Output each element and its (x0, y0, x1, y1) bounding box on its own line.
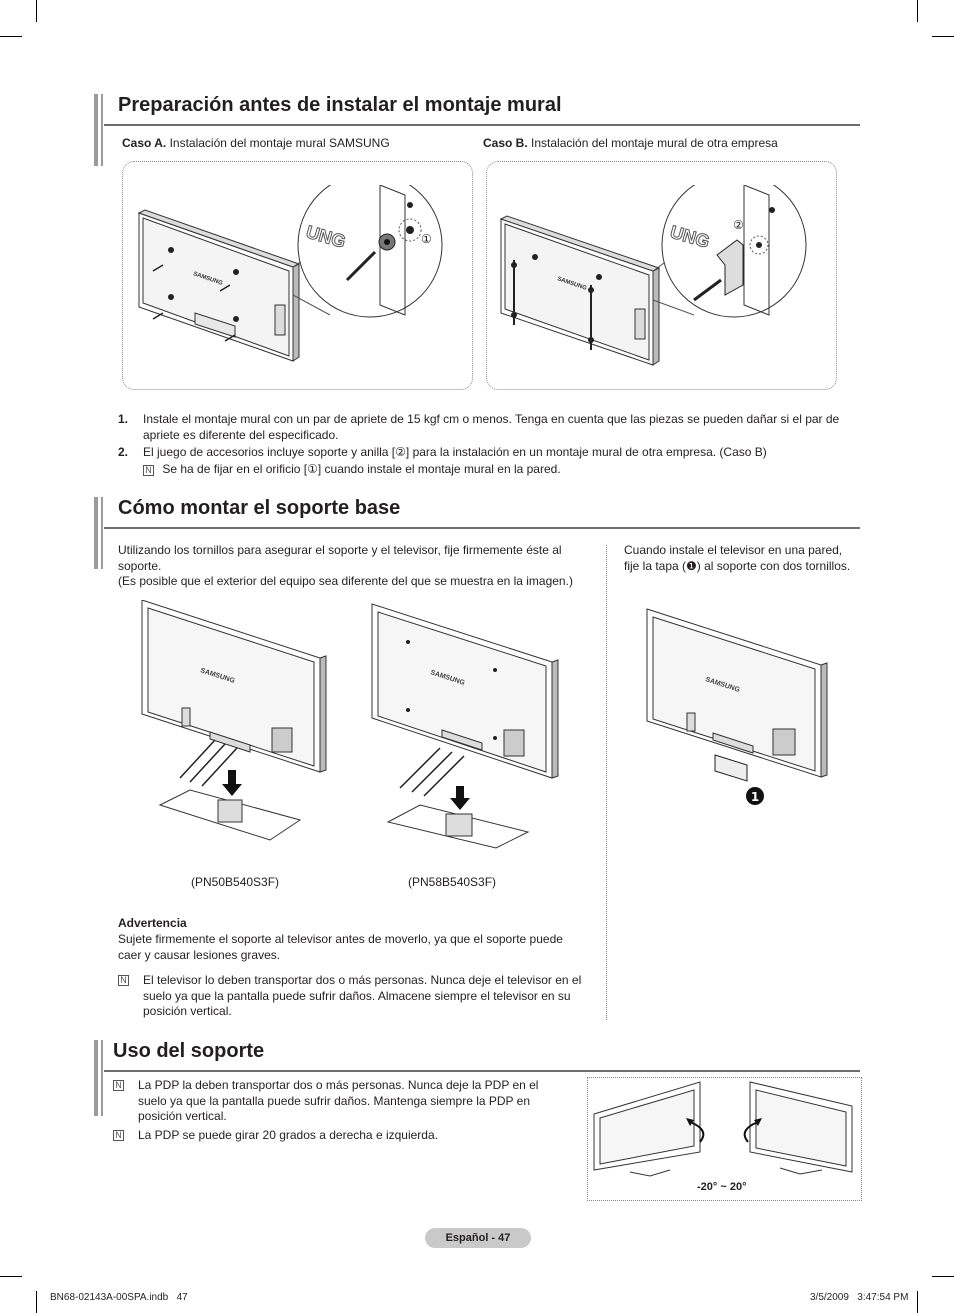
swivel-illustration (590, 1080, 858, 1180)
tv-brand-text: SAMSUNG (704, 676, 741, 694)
crop-mark (0, 36, 22, 37)
warning-title: Advertencia (118, 916, 187, 930)
section-bar (94, 497, 98, 569)
case-b-illustration (489, 185, 832, 385)
callout-1: ① (421, 232, 432, 246)
crop-mark (932, 1276, 954, 1277)
tv-brand-text: SAMSUNG (556, 276, 588, 292)
crop-mark (917, 1291, 918, 1313)
intro-text (118, 543, 596, 590)
section-bar (101, 94, 103, 166)
column-divider (606, 545, 607, 1020)
note-text: Se ha de fijar en el orificio [①] cuando instale el montaje mural en la pared. (162, 462, 561, 476)
timestamp: 3/5/2009 3:47:54 PM (810, 1292, 909, 1303)
crop-mark (917, 0, 918, 22)
page-number-badge: Español - 47 (425, 1228, 531, 1248)
cover-illustration (645, 605, 830, 810)
crop-mark (36, 0, 37, 22)
case-b-label: Caso B. (483, 136, 528, 150)
section-rule (104, 527, 860, 529)
note (118, 973, 596, 1020)
crop-mark (0, 1276, 22, 1277)
angle-label: -20° ~ 20° (697, 1181, 747, 1193)
list-number: 2. (118, 445, 129, 459)
case-a-illustration (125, 185, 468, 385)
case-a-caption (122, 136, 390, 152)
callout-2: ② (733, 218, 744, 232)
case-b-text: Instalación del montaje mural de otra empresa (527, 136, 778, 150)
crop-mark (932, 36, 954, 37)
intro-line-2: (Es posible que el exterior del equipo sea diferente del que se muestra en la imagen.) (118, 574, 573, 588)
section-title: Uso del soporte (113, 1040, 265, 1062)
note-icon: N (118, 975, 129, 986)
list-item (118, 412, 860, 443)
note-text: La PDP se puede girar 20 grados a derecha e izquierda. (138, 1128, 438, 1142)
crop-mark (36, 1291, 37, 1313)
section-rule (104, 124, 860, 126)
stand-illustration-50 (140, 600, 330, 850)
case-a-text: Instalación del montaje mural SAMSUNG (166, 136, 390, 150)
file-name: BN68-02143A-00SPA.indb 47 (50, 1292, 188, 1303)
note-icon: N (113, 1130, 124, 1141)
section-title: Cómo montar el soporte base (118, 497, 401, 519)
note (113, 1128, 563, 1144)
section-title: Preparación antes de instalar el montaje mural (118, 94, 562, 116)
svg-text:1: 1 (750, 790, 760, 804)
tv-brand-text: SAMSUNG (429, 669, 466, 687)
tv-brand-text: SAMSUNG (192, 271, 224, 287)
model-label: (PN50B540S3F) (191, 875, 280, 889)
section-bar (101, 497, 103, 569)
note-text: El televisor lo deben transportar dos o más personas. Nunca deje el televisor en el suelo ya que la pantalla puede sufrir daños. Almacene siempre el televisor en su posición vertical. (143, 973, 582, 1018)
section-bar (101, 1040, 103, 1116)
list-number: 1. (118, 412, 129, 426)
list-text: El juego de accesorios incluye soporte y anilla [②] para la instalación en un montaje mural de otra empresa. (Caso B) (143, 445, 767, 459)
list-item (118, 445, 860, 461)
tv-brand-text: SAMSUNG (199, 667, 236, 685)
intro-line-1: Utilizando los tornillos para asegurar el soporte y el televisor, fije firmemente éste al soporte. (118, 543, 562, 573)
model-label: (PN58B540S3F) (408, 875, 497, 889)
case-a-label: Caso A. (122, 136, 167, 150)
note-icon: N (113, 1080, 124, 1091)
section-rule (104, 1070, 860, 1072)
wall-install-text: Cuando instale el televisor en una pared, fije la tapa (❶) al soporte con dos tornillos. (624, 543, 851, 573)
zoom-brand-text: UNG (667, 221, 712, 252)
zoom-brand-text: UNG (303, 221, 348, 252)
note-text: La PDP la deben transportar dos o más personas. Nunca deje la PDP en el suelo ya que la pantalla puede sufrir daños. Mantenga siempre la PDP en posición vertical. (138, 1078, 539, 1123)
list-text: Instale el montaje mural con un par de apriete de 15 kgf cm o menos. Tenga en cuenta que las piezas se pueden dañar si el par de apriete es diferente del especificado. (143, 412, 840, 442)
stand-illustration-58 (370, 600, 560, 850)
section-bar (94, 1040, 98, 1116)
warning-text: Sujete firmemente el soporte al televisor antes de moverlo, ya que el soporte puede caer y causar lesiones graves. (118, 932, 563, 962)
note (143, 462, 843, 478)
section-bar (94, 94, 98, 166)
note-icon: N (143, 465, 154, 476)
note (113, 1078, 563, 1125)
case-b-caption (483, 136, 778, 152)
